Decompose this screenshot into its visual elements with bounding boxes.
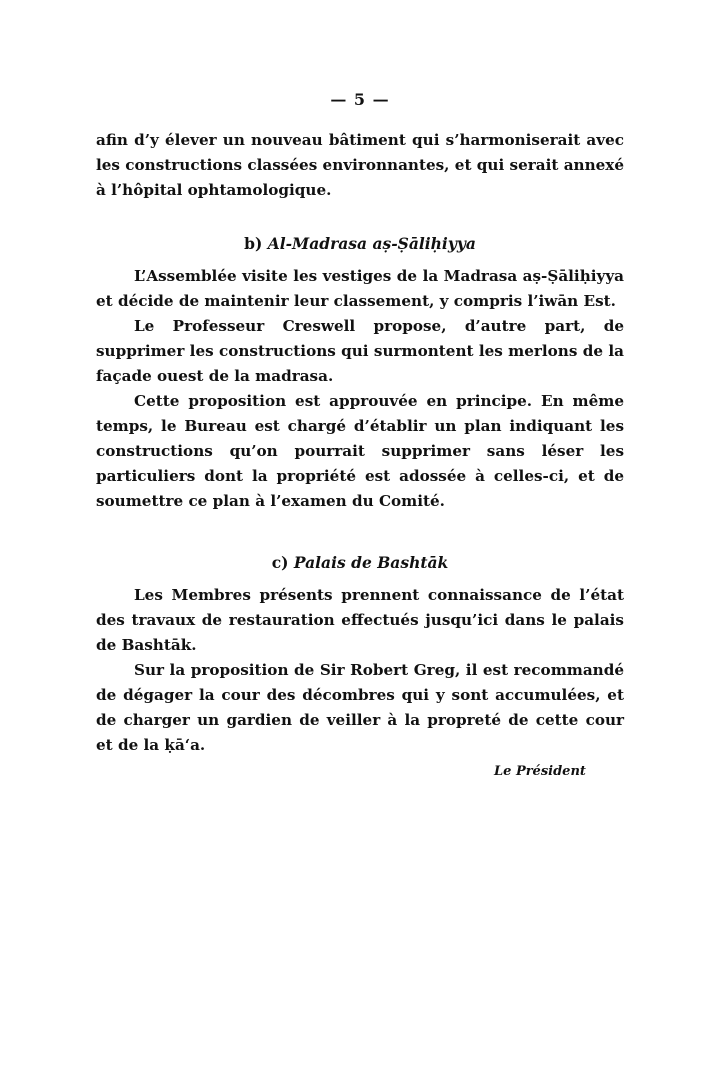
section-body-c — [96, 583, 624, 758]
intro-paragraph — [96, 128, 624, 203]
signature: Le Président — [494, 764, 586, 779]
section-title: Al-Madrasa aṣ-Ṣāliḥiyya — [267, 234, 476, 253]
section-body-b — [96, 264, 624, 514]
paragraph: Le Professeur Creswell propose, d’autre part, de supprimer les constructions qui surmontent les merlons de la façade ouest de la madrasa. — [96, 317, 624, 385]
section-letter: c) — [271, 553, 289, 572]
section-title: Palais de Bashtāk — [293, 553, 449, 572]
paragraph: Les Membres présents prennent connaissance de l’état des travaux de restauration effectués jusqu’ici dans le palais de Bashtāk. — [96, 586, 624, 654]
paragraph: Cette proposition est approuvée en principe. En même temps, le Bureau est chargé d’établir un plan indiquant les constructions qu’on pourrait supprimer sans léser les particuliers dont la propriété est adossée à celles-ci, et de soumettre ce plan à l’examen du Comité. — [96, 392, 624, 510]
paragraph: Sur la proposition de Sir Robert Greg, il est recommandé de dégager la cour des décombres qui y sont accumulées, et de charger un gardien de veiller à la propreté de cette cour et de la ḳā‘a. — [96, 661, 624, 754]
page-number: — 5 — — [330, 90, 390, 109]
section-heading-c — [0, 550, 720, 575]
paragraph: L’Assemblée visite les vestiges de la Madrasa aṣ-Ṣāliḥiyya et décide de maintenir leur classement, y compris l’iwān Est. — [96, 267, 624, 310]
section-heading-b — [0, 231, 720, 256]
paragraph: afin d’y élever un nouveau bâtiment qui s’harmoniserait avec les constructions classées environnantes, et qui serait annexé à l’hôpital ophtamologique. — [96, 131, 624, 199]
section-letter: b) — [244, 234, 263, 253]
